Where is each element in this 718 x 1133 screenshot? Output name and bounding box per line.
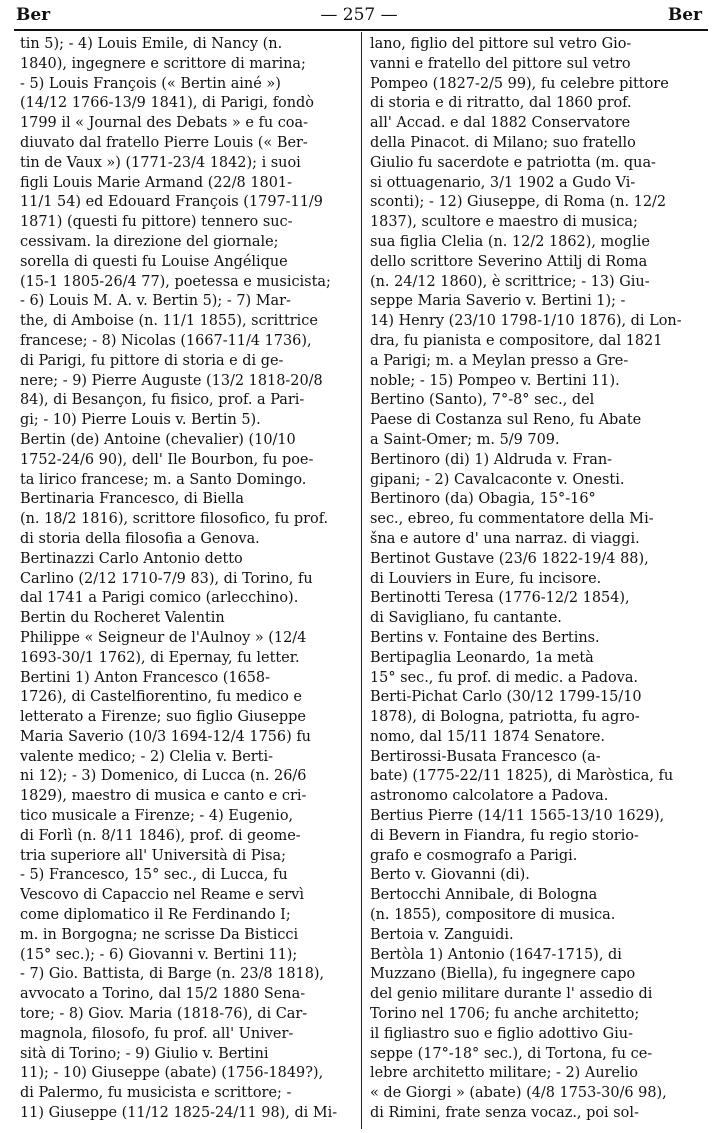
text-line: Muzzano (Biella), fu ingegnere capo	[370, 966, 636, 983]
text-line: valente medico; - 2) Clelia v. Berti-	[20, 748, 273, 765]
text-line: gi; - 10) Pierre Louis v. Bertin 5).	[20, 412, 261, 429]
text-line: lano, figlio del pittore sul vetro Gio-	[370, 36, 632, 52]
text-line: nomo, dal 15/11 1874 Senatore.	[370, 728, 606, 745]
text-line: sorella di questi fu Louise Angélique	[20, 253, 288, 270]
text-line: (15-1 1805-26/4 77), poetessa e musicista;	[20, 273, 331, 290]
text-line: 84), di Besançon, fu fisico, prof. a Pari-	[20, 392, 305, 409]
text-line: Philippe « Seigneur de l'Aulnoy » (12/4	[20, 629, 307, 646]
text-line: vanni e fratello del pittore sul vetro	[370, 55, 631, 72]
text-line: avvocato a Torino, dal 15/2 1880 Sena-	[20, 986, 306, 1003]
text-line: noble; - 15) Pompeo v. Bertini 11).	[370, 372, 620, 389]
text-line: Berti-Pichat Carlo (30/12 1799-15/10	[370, 689, 642, 706]
text-line: - 7) Gio. Battista, di Barge (n. 23/8 1818),	[20, 966, 325, 983]
text-line: Berto v. Giovanni (di).	[370, 867, 530, 884]
text-line: diuvato dal fratello Pierre Louis (« Ber-	[20, 134, 308, 151]
text-line: Carlino (2/12 1710-7/9 83), di Torino, fu	[20, 570, 313, 587]
column-divider	[361, 32, 362, 1129]
text-line: di Louviers in Eure, fu incisore.	[370, 570, 602, 587]
text-line: Pompeo (1827-2/5 99), fu celebre pittore	[370, 75, 669, 92]
text-line: letterato a Firenze; suo figlio Giuseppe	[20, 709, 306, 726]
text-line: Bertin du Rocheret Valentin	[20, 610, 225, 627]
page-number: — 257 —	[320, 5, 398, 25]
text-line: di Rimini, frate senza vocaz., poi sol-	[370, 1105, 639, 1122]
text-line: Bertocchi Annibale, di Bologna	[370, 887, 598, 904]
text-line: sità di Torino; - 9) Giulio v. Bertini	[20, 1045, 269, 1062]
text-line: (15° sec.); - 6) Giovanni v. Bertini 11);	[20, 946, 298, 963]
text-line: magnola, filosofo, fu prof. all' Univer-	[20, 1025, 294, 1042]
text-line: 1837), scultore e maestro di musica;	[370, 214, 638, 231]
text-line: dra, fu pianista e compositore, dal 1821	[370, 332, 663, 349]
text-line: seppe (17°-18° sec.), di Tortona, fu ce-	[370, 1045, 653, 1062]
text-line: šna e autore d' una narraz. di viaggi.	[370, 530, 640, 547]
text-line: all' Accad. e dal 1882 Conservatore	[370, 115, 631, 132]
text-line: Bertoia v. Zanguidi.	[370, 926, 514, 943]
text-line: 14) Henry (23/10 1798-1/10 1876), di Lon-	[370, 313, 682, 330]
text-line: gipani; - 2) Cavalcaconte v. Onesti.	[370, 471, 625, 488]
text-line: Bertinoro (di) 1) Aldruda v. Fran-	[370, 451, 613, 468]
text-line: 1726), di Castelfiorentino, fu medico e	[20, 689, 302, 706]
text-line: di storia della filosofia a Genova.	[20, 530, 260, 547]
text-line: (n. 24/12 1860), è scrittrice; - 13) Giu-	[370, 273, 650, 290]
header-rule	[14, 29, 708, 31]
text-line: si ottuagenario, 3/1 1902 a Gudo Vi-	[370, 174, 636, 191]
text-line: di Parigi, fu pittore di storia e di ge-	[20, 352, 284, 369]
text-line: 11); - 10) Giuseppe (abate) (1756-1849?),	[20, 1065, 324, 1082]
text-line: Giulio fu sacerdote e patriotta (m. qua-	[370, 154, 656, 171]
left-column	[20, 35, 352, 1124]
text-line: seppe Maria Saverio v. Bertini 1); -	[370, 293, 626, 310]
text-line: Bertinaria Francesco, di Biella	[20, 491, 244, 508]
text-line: sua figlia Clelia (n. 12/2 1862), moglie	[370, 233, 650, 250]
text-line: tin de Vaux ») (1771-23/4 1842); i suoi	[20, 154, 301, 171]
text-line: lebre architetto militare; - 2) Aurelio	[370, 1065, 639, 1082]
text-line: grafo e cosmografo a Parigi.	[370, 847, 578, 864]
text-line: Maria Saverio (10/3 1694-12/4 1756) fu	[20, 728, 311, 745]
text-line: Bertòla 1) Antonio (1647-1715), di	[370, 946, 622, 963]
text-line: (n. 1855), compositore di musica.	[370, 907, 616, 924]
text-line: Bertius Pierre (14/11 1565-13/10 1629),	[370, 808, 665, 825]
text-line: tria superiore all' Università di Pisa;	[20, 847, 287, 864]
page-header	[16, 2, 702, 28]
text-line: di Savigliano, fu cantante.	[370, 610, 562, 627]
text-line: tore; - 8) Giov. Maria (1818-76), di Car-	[20, 1006, 308, 1023]
text-line: - 5) Francesco, 15° sec., di Lucca, fu	[20, 867, 288, 884]
text-line: della Pinacot. di Milano; suo fratello	[370, 134, 636, 151]
text-line: sec., ebreo, fu commentatore della Mi-	[370, 511, 654, 528]
text-line: bate) (1775-22/11 1825), di Maròstica, fu	[370, 768, 674, 785]
text-line: (n. 18/2 1816), scrittore filosofico, fu prof.	[20, 511, 329, 528]
text-line: di Palermo, fu musicista e scrittore; -	[20, 1085, 292, 1102]
header-right-guide-word: Ber	[667, 5, 702, 25]
text-line: ta lirico francese; m. a Santo Domingo.	[20, 471, 307, 488]
text-line: francese; - 8) Nicolas (1667-11/4 1736),	[20, 332, 312, 349]
text-line: a Saint-Omer; m. 5/9 709.	[370, 431, 560, 448]
header-left-guide-word: Ber	[16, 5, 51, 25]
text-line: Bertins v. Fontaine des Bertins.	[370, 629, 600, 646]
text-line: « de Giorgi » (abate) (4/8 1753-30/6 98),	[370, 1085, 667, 1102]
text-line: sconti); - 12) Giuseppe, di Roma (n. 12/2	[370, 194, 667, 211]
text-line: 1878), di Bologna, patriotta, fu agro-	[370, 709, 640, 726]
text-line: 1871) (questi fu pittore) tennero suc-	[20, 214, 293, 231]
text-line: 11/1 54) ed Edouard François (1797-11/9	[20, 194, 323, 211]
text-line: Bertipaglia Leonardo, 1a metà	[370, 649, 594, 666]
text-line: astronomo calcolatore a Padova.	[370, 788, 609, 805]
text-line: Bertinoro (da) Obagia, 15°-16°	[370, 491, 596, 508]
text-line: Bertini 1) Anton Francesco (1658-	[20, 669, 270, 686]
text-line: Bertinazzi Carlo Antonio detto	[20, 550, 243, 567]
text-line: Bertinot Gustave (23/6 1822-19/4 88),	[370, 550, 649, 567]
text-line: the, di Amboise (n. 11/1 1855), scrittrice	[20, 313, 318, 330]
text-line: (14/12 1766-13/9 1841), di Parigi, fondò	[20, 95, 314, 112]
text-line: dal 1741 a Parigi comico (arlecchino).	[20, 590, 299, 607]
text-line: come diplomatico il Re Ferdinando I;	[20, 907, 291, 924]
text-line: dello scrittore Severino Attilj di Roma	[370, 253, 648, 270]
text-line: di Bevern in Fiandra, fu regio storio-	[370, 827, 639, 844]
text-line: cessivam. la direzione del giornale;	[20, 233, 279, 250]
text-line: 11) Giuseppe (11/12 1825-24/11 98), di Mi-	[20, 1105, 338, 1122]
text-line: - 5) Louis François (« Bertin ainé »)	[20, 75, 281, 92]
text-line: a Parigi; m. a Meylan presso a Gre-	[370, 352, 629, 369]
text-line: m. in Borgogna; ne scrisse Da Bisticci	[20, 926, 299, 943]
right-column	[370, 35, 702, 1124]
text-line: - 6) Louis M. A. v. Bertin 5); - 7) Mar-	[20, 293, 291, 310]
text-line: il figliastro suo e figlio adottivo Giu-	[370, 1025, 633, 1042]
text-line: Torino nel 1706; fu anche architetto;	[370, 1006, 640, 1023]
text-line: Bertinotti Teresa (1776-12/2 1854),	[370, 590, 630, 607]
text-line: Bertirossi-Busata Francesco (a-	[370, 748, 601, 765]
text-line: 1752-24/6 90), dell' Ile Bourbon, fu poe-	[20, 451, 314, 468]
text-line: ni 12); - 3) Domenico, di Lucca (n. 26/6	[20, 768, 307, 785]
text-line: Bertino (Santo), 7°-8° sec., del	[370, 392, 595, 409]
text-line: figli Louis Marie Armand (22/8 1801-	[20, 174, 292, 191]
text-line: 1840), ingegnere e scrittore di marina;	[20, 55, 306, 72]
text-line: Vescovo di Capaccio nel Reame e servì	[20, 887, 304, 904]
text-line: Paese di Costanza sul Reno, fu Abate	[370, 412, 642, 429]
text-line: 1693-30/1 1762), di Epernay, fu letter.	[20, 649, 300, 666]
text-line: 15° sec., fu prof. di medic. a Padova.	[370, 669, 639, 686]
text-line: 1829), maestro di musica e canto e cri-	[20, 788, 307, 805]
text-line: del genio militare durante l' assedio di	[370, 986, 653, 1003]
text-line: tin 5); - 4) Louis Emile, di Nancy (n.	[20, 36, 283, 52]
text-line: di storia e di ritratto, dal 1860 prof.	[370, 95, 632, 112]
text-line: Bertin (de) Antoine (chevalier) (10/10	[20, 431, 296, 448]
text-line: di Forlì (n. 8/11 1846), prof. di geome-	[20, 827, 301, 844]
text-line: nere; - 9) Pierre Auguste (13/2 1818-20/8	[20, 372, 323, 389]
text-line: 1799 il « Journal des Debats » e fu coa-	[20, 115, 308, 132]
text-line: tico musicale a Firenze; - 4) Eugenio,	[20, 808, 294, 825]
